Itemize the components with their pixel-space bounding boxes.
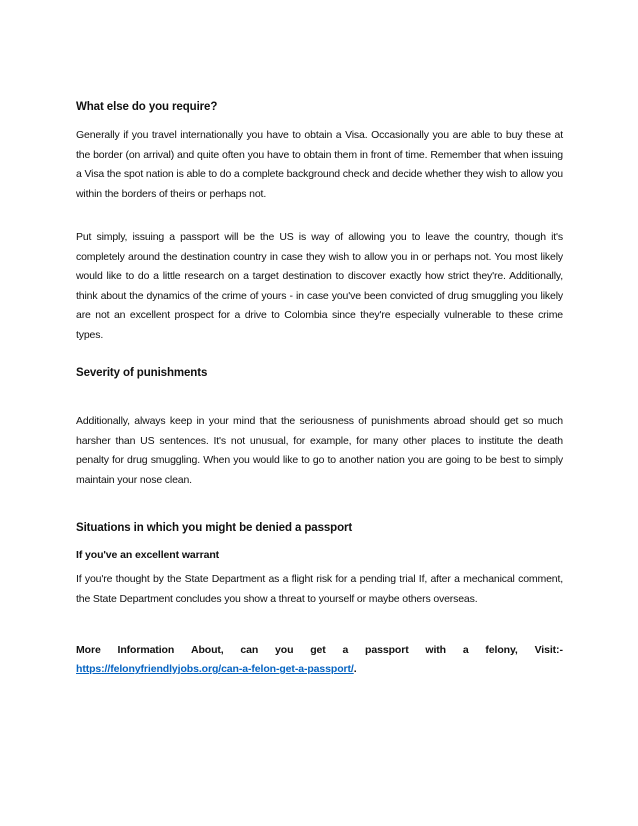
more-word: a [462,644,469,656]
paragraph-warrant: If you're thought by the State Department as a flight risk for a pending trial If, after a mechanical comment, the State Department concludes you show a threat to yourself or maybe others overseas. [76,573,563,605]
more-word: a [342,644,349,656]
more-word: felony, [485,644,518,656]
paragraph-visa: Generally if you travel internationally you have to obtain a Visa. Occasionally you are able to buy these at the border (on arrival) and quite often you have to obtain them in front of time. Remember that when issuing a Visa the spot nation is able to do a complete background check and decide whether they wish to allow you within the borders of theirs or perhaps not. [76,129,563,200]
link-trailing-period: . [353,663,357,675]
more-word: get [310,644,326,656]
subheading-warrant: If you've an excellent warrant [76,549,220,561]
more-word: Information [117,644,175,656]
more-word: Visit:- [534,644,563,656]
heading-what-else: What else do you require? [76,101,218,113]
more-word: passport [365,644,409,656]
more-word: with [425,644,447,656]
felony-passport-link[interactable]: https://felonyfriendlyjobs.org/can-a-felon-get-a-passport/ [76,663,354,675]
more-information [76,641,563,679]
more-word: you [275,644,294,656]
more-word: More [76,644,101,656]
paragraph-passport: Put simply, issuing a passport will be the US is way of allowing you to leave the country, though it's completely around the destination country in case they wish to allow you in or perhaps not. You most likely would like to do a little research on a target destination to discover exactly how strict they're. Additionally, think about the dynamics of the crime of yours - in case you've been convicted of drug smuggling you likely are not an excellent prospect for a drive to Colombia since they're especially vulnerable to these crime types. [76,231,563,341]
more-information-line [76,641,563,660]
heading-situations: Situations in which you might be denied a passport [76,522,353,534]
more-information-link-line [76,660,563,679]
heading-severity: Severity of punishments [76,367,208,379]
more-word: About, [190,644,224,656]
more-word: can [240,644,259,656]
paragraph-severity: Additionally, always keep in your mind that the seriousness of punishments abroad should get so much harsher than US sentences. It's not unusual, for example, for many other places to institute the death penalty for drug smuggling. When you would like to go to another nation you are going to be best to simply maintain your nose clean. [76,415,563,486]
